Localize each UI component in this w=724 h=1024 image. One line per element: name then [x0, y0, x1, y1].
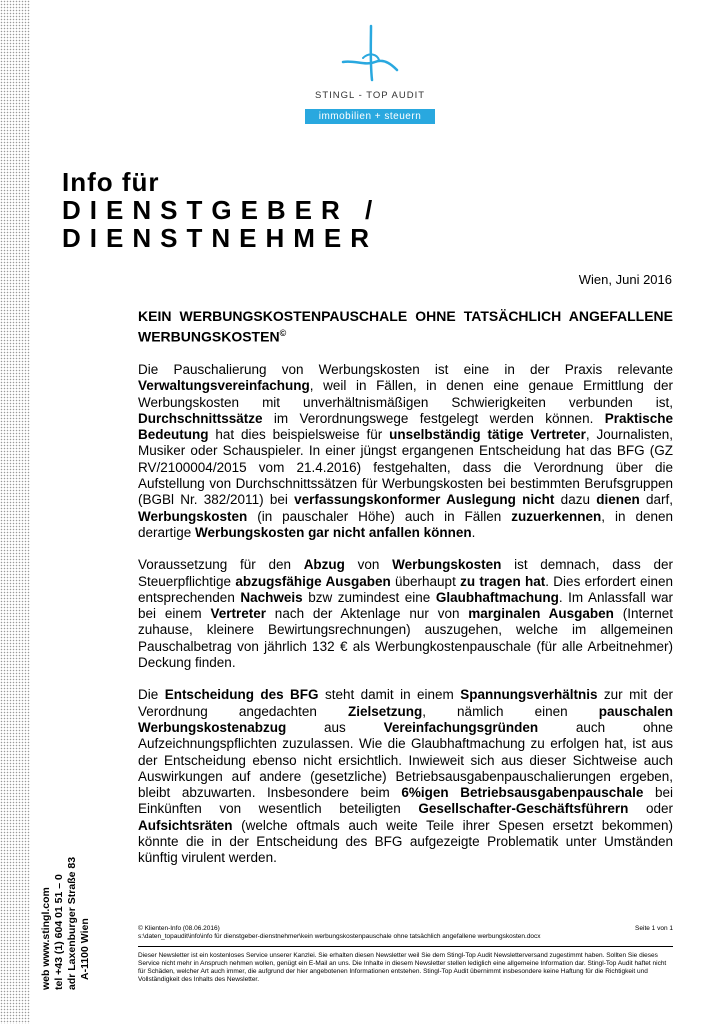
bold-phrase: Praktische Bedeutung [138, 410, 673, 443]
contact-tel: tel +43 (1) 604 01 51 – 0 [53, 874, 65, 990]
text-run: , in denen derartige [138, 508, 673, 540]
text-run: aus [286, 719, 384, 735]
text-run: bei Einkünften von wesentlich beteiligten [138, 785, 673, 817]
dotted-side-strip [0, 0, 30, 1024]
text-run: (welche oftmals auch weite Teile ihrer Spesen ersetzt bekommen) könnte die in der Entscheidung des BFG aufgezeigte Problematik unter Umständen künftig virulent werden. [138, 817, 673, 866]
bold-phrase: Vertreter [210, 606, 266, 622]
footer-meta [138, 925, 673, 941]
text-run: , weil in Fällen, in denen eine genaue Ermittlung der Werbungskosten mit unverhältnismäßigen Schwierigkeiten verbunden ist, [138, 378, 673, 410]
bold-phrase: Abzug [303, 557, 345, 573]
bold-phrase: dienen [596, 492, 640, 508]
contact-address: adr Laxenburger Straße 83 [66, 856, 78, 990]
text-run: zur mit der Verordnung angedachten [138, 687, 674, 719]
bold-phrase: Werbungskosten gar nicht anfallen können [195, 524, 472, 540]
footer-info: © Klienten-Info (08.06.2016) [138, 925, 220, 932]
page-number: Seite 1 von 1 [635, 925, 673, 932]
bold-phrase: Glaubhaftmachung [435, 589, 559, 605]
bold-phrase: pauschalen Werbungskostenabzug [138, 703, 673, 735]
text-run: . Dies erfordert einen entsprechenden [138, 573, 673, 605]
text-run: darf, [639, 492, 674, 508]
article-body [138, 362, 673, 883]
text-run: steht damit in einem [318, 687, 461, 703]
brand-tagline: immobilien + steuern [305, 109, 435, 124]
bold-phrase: 6%igen Betriebsausgabenpauschale [401, 785, 644, 801]
bold-phrase: unselbständig tätige Vertreter [389, 427, 586, 443]
text-run: Die [138, 687, 165, 703]
text-run: von [344, 557, 393, 573]
company-logo [300, 22, 440, 124]
text-run: Voraussetzung für den [138, 557, 304, 573]
logo-mark-icon [335, 22, 405, 84]
text-run: , Journalisten, Musiker oder Schauspieler. In einer jüngst ergangenen Entscheidung hat das BFG (GZ RV/2100004/2015 vom 21.4.2016) festgehalten, dass die Verordnung über die Aufstellung von Durchschnittssätzen für Werbungskosten bei bestimmten Berufsgruppen (BGBl Nr. 382/2011) bei [138, 427, 673, 508]
bold-phrase: zuzuerkennen [511, 508, 602, 524]
text-run: auch ohne Aufzeichnungspflichten zuzulassen. Wie die Glaubhaftmachung zu erfolgen hat, ist aus der Entscheidung ebenso nicht ersichtlich. Inwieweit sich aus dieser Sichtweise auch Auswirkungen auf andere (gesetzliche) Betriebsausgabenpauschalierungen ergeben, bleibt abzuwarten. Insbesondere beim [138, 719, 673, 801]
text-run: (Internet zuhause, kleinere Bewirtungsrechnungen) auszugehen, welche im allgemeinen Pauschalbetrag von jährlich 132 € als Werbungkostenpauschale (für alle Arbeitnehmer) Deckung finden. [138, 606, 674, 671]
text-run: im Verordnungswege festgelegt werden können. [262, 410, 605, 426]
brand-name: STINGL - TOP AUDIT [314, 90, 426, 101]
bold-phrase: marginalen Ausgaben [468, 606, 614, 622]
issue-date: Wien, Juni 2016 [578, 272, 672, 287]
paragraph-2 [138, 557, 673, 671]
text-run: . [471, 524, 476, 540]
paragraph-3 [138, 687, 673, 866]
text-run: nach der Aktenlage nur von [265, 606, 469, 622]
file-path: s:\daten_topaudit\info\info für dienstgeber-dienstnehmer\kein werbungskostenpauschale ohne tatsächlich angefallene werbungskosten.docx [138, 933, 541, 940]
paragraph-1 [138, 362, 673, 541]
bold-phrase: Werbungskosten [392, 557, 502, 573]
text-run: bzw zumindest eine [302, 589, 436, 605]
document-title [62, 168, 381, 252]
bold-phrase: verfassungskonformer Auslegung nicht [294, 492, 555, 508]
text-run: (in pauschaler Höhe) auch in Fällen [247, 508, 512, 524]
bold-phrase: Verwaltungsvereinfachung [138, 378, 310, 394]
contact-city: A-1100 Wien [79, 918, 91, 980]
text-run: hat dies beispielsweise für [208, 427, 390, 443]
title-line-2: DIENSTGEBER / [62, 195, 382, 225]
contact-web: web www.stingl.com [40, 887, 52, 990]
text-run: . Im Anlassfall war bei einem [138, 589, 674, 622]
title-line-1: Info für [62, 167, 160, 197]
article-headline [138, 308, 673, 346]
copyright-mark: © [279, 328, 287, 338]
bold-phrase: Vereinfachungsgründen [383, 719, 539, 735]
text-run: überhaupt [390, 573, 461, 589]
headline-text: KEIN WERBUNGSKOSTENPAUSCHALE OHNE TATSÄCHLICH ANGEFALLENE WERBUNGSKOSTEN [138, 308, 673, 345]
sidebar-contact [40, 857, 92, 990]
text-run: , nämlich einen [422, 703, 599, 719]
footer-divider [138, 946, 673, 947]
bold-phrase: Nachweis [240, 589, 303, 605]
bold-phrase: Entscheidung des BFG [164, 687, 319, 703]
bold-phrase: zu tragen hat [460, 573, 546, 589]
text-run: Die Pauschalierung von Werbungskosten ist eine in der Praxis relevante [138, 362, 673, 377]
bold-phrase: Spannungsverhältnis [460, 687, 598, 703]
bold-phrase: Zielsetzung [347, 703, 423, 719]
bold-phrase: Durchschnittssätze [138, 410, 263, 426]
text-run: oder [628, 801, 673, 817]
title-line-3: DIENSTNEHMER [62, 223, 379, 253]
disclaimer-text: Dieser Newsletter ist ein kostenloses Service unserer Kanzlei. Sie erhalten diesen Newsletter weil Sie dem Stingl-Top Audit Newsletterversand zugestimmt haben. Sollten Sie dieses Service nicht mehr in Anspruch nehmen wollen, genügt ein E-Mail an uns. Die Inhalte in diesem Newsletter stellen lediglich eine allgemeine Information dar. Stingl-Top Audit haftet nicht für Schäden, welcher Art auch immer, die aufgrund der hier angebotenen Informationen entstehen. Stingl-Top Audit übernimmt insbesondere keine Haftung für die Richtigkeit und Vollständigkeit des Inhalts des Newsletter. [138, 952, 667, 983]
bold-phrase: abzugsfähige Ausgaben [235, 573, 391, 589]
bold-phrase: Aufsichtsräten [138, 817, 233, 833]
text-run: dazu [554, 492, 597, 508]
bold-phrase: Werbungskosten [138, 508, 248, 524]
bold-phrase: Gesellschafter-Geschäftsführern [418, 801, 629, 817]
text-run: ist demnach, dass der Steuerpflichtige [138, 557, 673, 589]
